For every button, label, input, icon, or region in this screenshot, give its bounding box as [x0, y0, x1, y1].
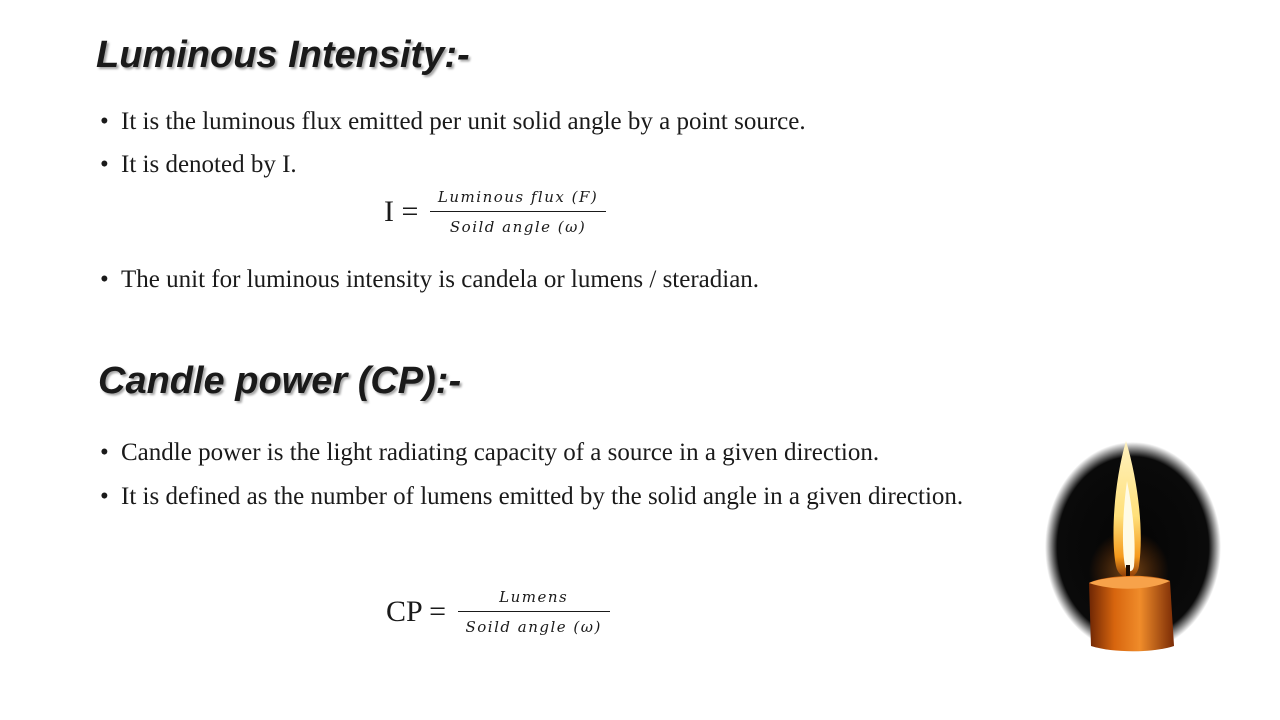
heading-luminous-intensity: Luminous Intensity:-	[96, 34, 470, 76]
list-item	[98, 106, 981, 137]
bullet-text: Candle power is the light radiating capacity of a source in a given direction.	[121, 439, 880, 466]
bullet-dot: •	[100, 151, 109, 178]
candle-power-formula	[386, 588, 606, 636]
formula-numerator: Luminous flux (F)	[430, 188, 606, 212]
heading-candle-power: Candle power (CP):-	[98, 360, 462, 402]
formula-fraction	[434, 188, 602, 236]
bullet-dot: •	[100, 266, 109, 293]
bullet-dot: •	[100, 439, 109, 466]
candle-power-bullets	[98, 437, 981, 512]
formula-denominator: Soild angle (ω)	[465, 618, 602, 636]
formula-fraction	[462, 588, 606, 636]
bullet-text: It is denoted by I.	[121, 151, 297, 178]
list-item	[98, 481, 981, 512]
candle-icon	[1043, 441, 1223, 658]
list-item	[98, 149, 981, 180]
bullet-text: It is the luminous flux emitted per unit solid angle by a point source.	[121, 108, 806, 135]
list-item	[98, 264, 981, 295]
bullet-text: It is defined as the number of lumens emitted by the solid angle in a given direction.	[121, 483, 964, 510]
formula-lhs: I =	[384, 195, 426, 228]
formula-denominator: Soild angle (ω)	[449, 218, 587, 236]
luminous-intensity-formula	[384, 188, 602, 236]
formula-lhs: CP =	[386, 595, 454, 628]
formula-numerator: Lumens	[458, 588, 610, 612]
list-item	[98, 437, 981, 468]
bullet-dot: •	[100, 108, 109, 135]
bullet-dot: •	[100, 483, 109, 510]
luminous-intensity-unit-bullet	[98, 264, 981, 295]
luminous-intensity-bullets	[98, 106, 981, 180]
bullet-text: The unit for luminous intensity is candela or lumens / steradian.	[121, 266, 760, 293]
